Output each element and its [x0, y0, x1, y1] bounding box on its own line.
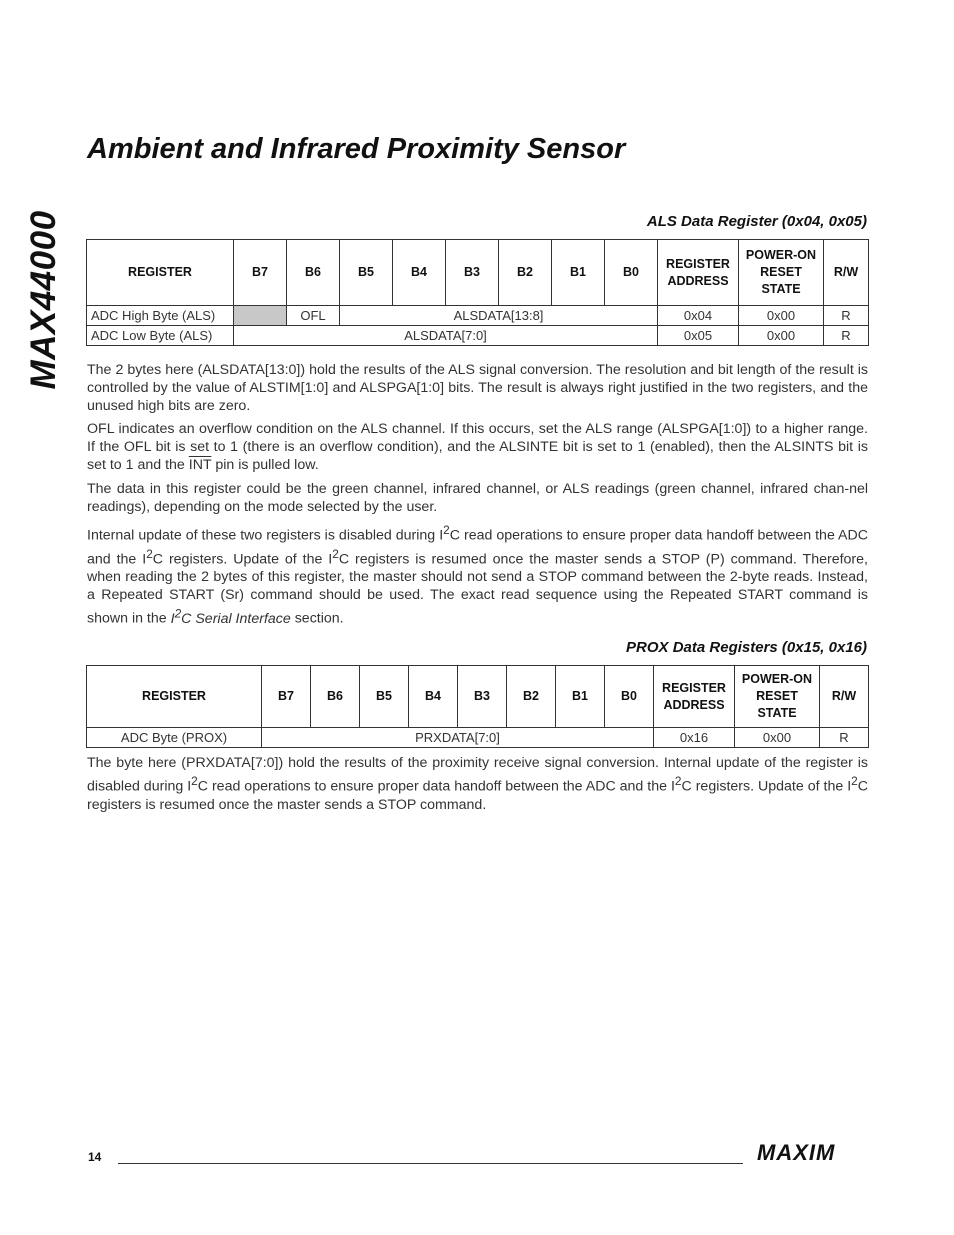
- table-header-row: [87, 666, 869, 728]
- rw-cell: R: [824, 306, 869, 326]
- table-row: [87, 306, 869, 326]
- superscript-2: 2: [851, 774, 858, 788]
- header-b5: B5: [340, 240, 393, 306]
- text-run: C registers is resumed once the master sends a STOP command.: [87, 778, 868, 813]
- header-register-address: REGISTER ADDRESS: [654, 666, 735, 728]
- header-b1: B1: [552, 240, 605, 306]
- text-run: OFL indicates an overflow condition on the ALS channel. If this occurs, set the ALS range (ALSPGA[1:0]) to a higher range. If the OFL bit is set to 1 (there is an overflow condition), and the ALSINTE bit is set to 1 (enabled), then the ALSINTS bit is set to 1 and the: [87, 421, 868, 473]
- register-address-cell: 0x16: [654, 728, 735, 748]
- als-paragraph-4: [87, 521, 868, 628]
- register-name-cell: ADC Byte (PROX): [87, 728, 262, 748]
- table-row: [87, 728, 869, 748]
- maxim-logo-icon: [757, 1141, 869, 1163]
- register-address-cell: 0x04: [658, 306, 739, 326]
- header-b3: B3: [458, 666, 507, 728]
- header-rw: R/W: [824, 240, 869, 306]
- data-bits-cell: PRXDATA[7:0]: [262, 728, 654, 748]
- text-run: Internal update of these two registers is disabled during I: [87, 527, 444, 544]
- rw-cell: R: [824, 326, 869, 346]
- text-run: C registers. Update of the I: [152, 551, 333, 568]
- data-bits-cell: ALSDATA[13:8]: [340, 306, 658, 326]
- table-row: [87, 326, 869, 346]
- header-power-on-reset-state: POWER-ON RESET STATE: [735, 666, 820, 728]
- rw-cell: R: [820, 728, 869, 748]
- header-b0: B0: [605, 666, 654, 728]
- als-paragraph-3: The data in this register could be the green channel, infrared channel, or ALS readings (green channel, infrared chan-nel readings), depending on the mode selected by the user.: [87, 481, 868, 515]
- register-name-cell: ADC High Byte (ALS): [87, 306, 234, 326]
- maxim-logo-text: MAXIM: [757, 1141, 836, 1163]
- superscript-2: 2: [174, 606, 182, 621]
- text-run: I: [170, 611, 175, 628]
- text-run: pin is pulled low.: [211, 457, 319, 473]
- prox-paragraph-1: [87, 754, 868, 814]
- prox-section-heading: PROX Data Registers (0x15, 0x16): [626, 639, 867, 656]
- text-run: C read operations to ensure proper data handoff between the ADC and the I: [87, 527, 868, 568]
- superscript-2: 2: [146, 546, 153, 561]
- side-product-title-text: MAX44000: [24, 210, 63, 390]
- als-section-heading: ALS Data Register (0x04, 0x05): [646, 213, 867, 230]
- header-b5: B5: [360, 666, 409, 728]
- header-rw: R/W: [820, 666, 869, 728]
- text-run: The byte here (PRXDATA[7:0]) hold the results of the proximity receive signal conversion. Internal update of the register is disabled during I: [87, 755, 868, 795]
- register-address-cell: 0x05: [658, 326, 739, 346]
- i2c-serial-interface-reference: [170, 606, 291, 628]
- data-bits-cell: ALSDATA[7:0]: [234, 326, 658, 346]
- text-run: section.: [290, 611, 344, 628]
- header-b6: B6: [287, 240, 340, 306]
- page-number: 14: [88, 1150, 102, 1164]
- als-paragraph-2: [87, 420, 868, 474]
- header-b3: B3: [446, 240, 499, 306]
- superscript-2: 2: [443, 523, 450, 537]
- als-register-table: [86, 239, 869, 346]
- header-b0: B0: [605, 240, 658, 306]
- als-paragraph-1: The 2 bytes here (ALSDATA[13:0]) hold the results of the ALS signal conversion. The resolution and bit length of the result is controlled by the value of ALSTIM[1:0] and ALSPGA[1:0] bits. The result is always right justified in the two registers, and the unused high bits are zero.: [87, 362, 868, 414]
- header-b2: B2: [507, 666, 556, 728]
- footer-rule: [118, 1163, 743, 1164]
- side-product-title: [16, 210, 72, 390]
- reset-state-cell: 0x00: [739, 306, 824, 326]
- text-run: C registers is resumed once the master sends a STOP (P) command. Therefore, when reading the 2 bytes of this register, the master should not send a STOP command between the 2-byte reads. Instead, a Repeated START (Sr) command should be used. The exact read sequence using the Repeated START command is shown in the: [87, 551, 868, 628]
- header-b6: B6: [311, 666, 360, 728]
- page-title: Ambient and Infrared Proximity Sensor: [87, 133, 626, 165]
- int-pin-label: $\overline{INT}$: [188, 457, 212, 473]
- ofl-bit-cell: OFL: [287, 306, 340, 326]
- superscript-2: 2: [674, 774, 682, 788]
- unused-bit-cell: [234, 306, 287, 326]
- header-b7: B7: [262, 666, 311, 728]
- text-run: C read operations to ensure proper data handoff between the ADC and the I: [197, 778, 675, 795]
- reset-state-cell: 0x00: [739, 326, 824, 346]
- register-name-cell: ADC Low Byte (ALS): [87, 326, 234, 346]
- superscript-2: 2: [332, 546, 339, 561]
- header-b7: B7: [234, 240, 287, 306]
- table-header-row: [87, 240, 869, 306]
- text-run: C Serial Interface: [181, 611, 291, 628]
- header-b4: B4: [409, 666, 458, 728]
- maxim-logo: [757, 1141, 869, 1163]
- header-b1: B1: [556, 666, 605, 728]
- reset-state-cell: 0x00: [735, 728, 820, 748]
- header-b4: B4: [393, 240, 446, 306]
- header-register: REGISTER: [87, 666, 262, 728]
- header-power-on-reset-state: POWER-ON RESET STATE: [739, 240, 824, 306]
- header-register: REGISTER: [87, 240, 234, 306]
- superscript-2: 2: [191, 774, 198, 788]
- text-run: C registers. Update of the I: [681, 778, 852, 795]
- header-register-address: REGISTER ADDRESS: [658, 240, 739, 306]
- header-b2: B2: [499, 240, 552, 306]
- prox-register-table: [86, 665, 869, 748]
